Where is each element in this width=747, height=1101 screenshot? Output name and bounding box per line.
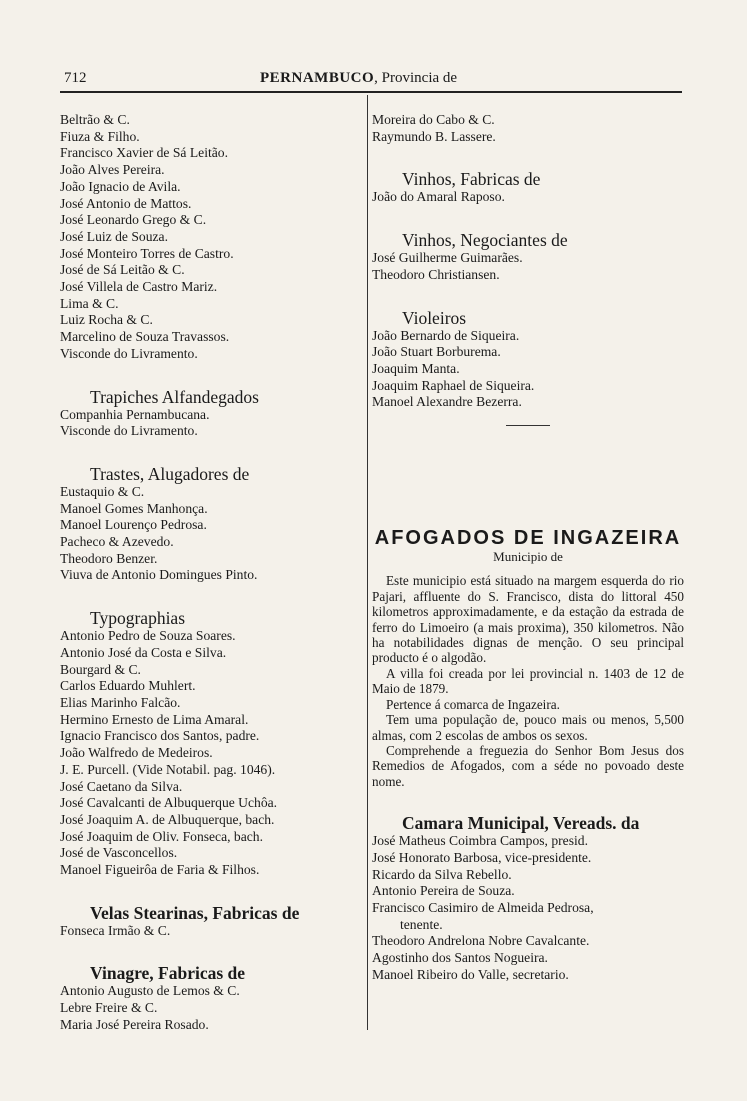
paragraph [372, 573, 684, 665]
running-title [260, 70, 457, 87]
paragraph [372, 666, 684, 697]
paragraph [372, 697, 684, 712]
section-heading-typographias: Typographias [90, 608, 186, 629]
list-item: João Stuart Borburema. [372, 344, 501, 360]
list-item: José Cavalcanti de Albuquerque Uchôa. [60, 795, 278, 811]
list-item: Manoel Alexandre Bezerra. [372, 394, 522, 410]
list-item: Maria José Pereira Rosado. [60, 1016, 209, 1032]
list-item: Marcelino de Souza Travassos. [60, 329, 230, 345]
list-item: Bourgard & C. [60, 661, 141, 677]
list-item: José Joaquim A. de Albuquerque, bach. [60, 811, 275, 827]
list-item: Antonio Pedro de Souza Soares. [60, 628, 236, 644]
list-item: Joaquim Manta. [372, 360, 460, 376]
list-item: Elias Marinho Falcão. [60, 694, 181, 710]
list-item: José de Vasconcellos. [60, 845, 178, 861]
running-title-rest: , Provincia de [374, 70, 458, 86]
list-item: Francisco Xavier de Sá Leitão. [60, 145, 228, 161]
list-item: José Luiz de Souza. [60, 228, 168, 244]
left-top-list [60, 112, 365, 363]
list-item: João Ignacio de Avila. [60, 178, 181, 194]
paragraph [372, 743, 684, 789]
list-item: Antonio José da Costa e Silva. [60, 644, 227, 660]
list-item: Manoel Ribeiro do Valle, secretario. [372, 966, 569, 982]
list-item: Companhia Pernambucana. [60, 406, 210, 422]
section-heading-trapiches: Trapiches Alfandegados [90, 386, 259, 407]
list-item: José Honorato Barbosa, vice-presidente. [372, 849, 592, 865]
list-item: Beltrão & C. [60, 112, 130, 127]
section-heading-vinhos-fabricas: Vinhos, Fabricas de [402, 169, 541, 190]
list-item: José Antonio de Mattos. [60, 195, 192, 211]
list-item: Lima & C. [60, 295, 119, 311]
list-item: Lebre Freire & C. [60, 1000, 158, 1016]
running-header [60, 70, 680, 90]
list-item: José Matheus Coimbra Campos, presid. [372, 833, 588, 849]
list-item: José Joaquim de Oliv. Fonseca, bach. [60, 828, 263, 844]
list-item: Ignacio Francisco dos Santos, padre. [60, 728, 260, 744]
list-item: João Walfredo de Medeiros. [60, 745, 213, 761]
section-heading-velas: Velas Stearinas, Fabricas de [90, 902, 300, 923]
list-item: José Leonardo Grego & C. [60, 212, 207, 228]
paragraph-text: Tem uma população de, pouco mais ou menos, 5,500 almas, com 2 escolas de ambos os sexos. [372, 712, 684, 743]
list-item: Viuva de Antonio Domingues Pinto. [60, 567, 258, 583]
list-item: Joaquim Raphael de Siqueira. [372, 377, 535, 393]
list-item: Agostinho dos Santos Nogueira. [372, 950, 548, 966]
list-item: Visconde do Livramento. [60, 423, 198, 439]
list-item: Francisco Casimiro de Almeida Pedrosa, [372, 899, 594, 915]
list-item: José Guilherme Guimarães. [372, 250, 523, 266]
paragraph-text: Pertence á comarca de Ingazeira. [386, 696, 560, 712]
running-title-bold: PERNAMBUCO [260, 70, 375, 86]
paragraph-text: Comprehende a freguezia do Senhor Bom Jesus dos Remedios de Afogados, com a séde no povoado deste nome. [372, 742, 684, 789]
list-item: Pacheco & Azevedo. [60, 534, 174, 550]
list-item: J. E. Purcell. (Vide Notabil. pag. 1046). [60, 761, 276, 777]
list-item: Theodoro Benzer. [60, 550, 158, 566]
city-title: AFOGADOS DE INGAZEIRA [374, 527, 682, 550]
section-heading-violeiros: Violeiros [402, 307, 467, 328]
section-heading-vinhos-negociantes: Vinhos, Negociantes de [402, 230, 568, 251]
list-item: José de Sá Leitão & C. [60, 262, 185, 278]
list-item: Fiuza & Filho. [60, 128, 140, 144]
list-item: João do Amaral Raposo. [372, 189, 505, 205]
list-item: Theodoro Andrelona Nobre Cavalcante. [372, 933, 590, 949]
list-item: Antonio Augusto de Lemos & C. [60, 983, 240, 999]
paragraph [372, 712, 684, 743]
list-item: Manoel Gomes Manhonça. [60, 500, 208, 516]
list-item: Fonseca Irmão & C. [60, 922, 171, 938]
page-number: 712 [64, 70, 87, 86]
left-column [60, 112, 365, 1034]
list-item: Ricardo da Silva Rebello. [372, 866, 512, 882]
city-subtitle: Municipio de [493, 548, 563, 564]
section-heading-trastes: Trastes, Alugadores de [90, 463, 250, 484]
list-item: José Monteiro Torres de Castro. [60, 245, 234, 261]
list-item: João Alves Pereira. [60, 162, 165, 178]
list-item: José Villela de Castro Mariz. [60, 279, 218, 295]
list-item: Visconde do Livramento. [60, 345, 198, 361]
right-column [372, 112, 684, 983]
list-item: Eustaquio & C. [60, 483, 145, 499]
list-item: Moreira do Cabo & C. [372, 112, 495, 127]
list-item: Antonio Pereira de Souza. [372, 883, 515, 899]
section-heading-vinagre: Vinagre, Fabricas de [90, 963, 246, 984]
list-item: Hermino Ernesto de Lima Amaral. [60, 711, 249, 727]
column-divider [367, 95, 368, 1030]
list-item: Manoel Figueirôa de Faria & Filhos. [60, 862, 260, 878]
list-item: João Bernardo de Siqueira. [372, 327, 520, 343]
list-item: Raymundo B. Lassere. [372, 128, 496, 144]
list-item: Manoel Lourenço Pedrosa. [60, 517, 207, 533]
list-item: Carlos Eduardo Muhlert. [60, 678, 196, 694]
list-item: Luiz Rocha & C. [60, 312, 153, 328]
list-item: tenente. [400, 916, 443, 932]
paragraph-text: A villa foi creada por lei provincial n. 1403 de 12 de Maio de 1879. [372, 665, 684, 697]
header-rule [60, 91, 682, 93]
list-item: José Caetano da Silva. [60, 778, 183, 794]
list-item: Theodoro Christiansen. [372, 266, 500, 282]
section-heading-camara: Camara Municipal, Vereads. da [402, 813, 640, 834]
paragraph-text: Este municipio está situado na margem esquerda do rio Pajari, affluente do S. Francisco, dista do littoral 450 kilometros approximadamente, e da estação da estrada de ferro do Limoeiro (a mais proxima), 350 kilometros. Não ha notabilidades dignas de menção. O seu principal producto é o algodão. [372, 573, 684, 666]
